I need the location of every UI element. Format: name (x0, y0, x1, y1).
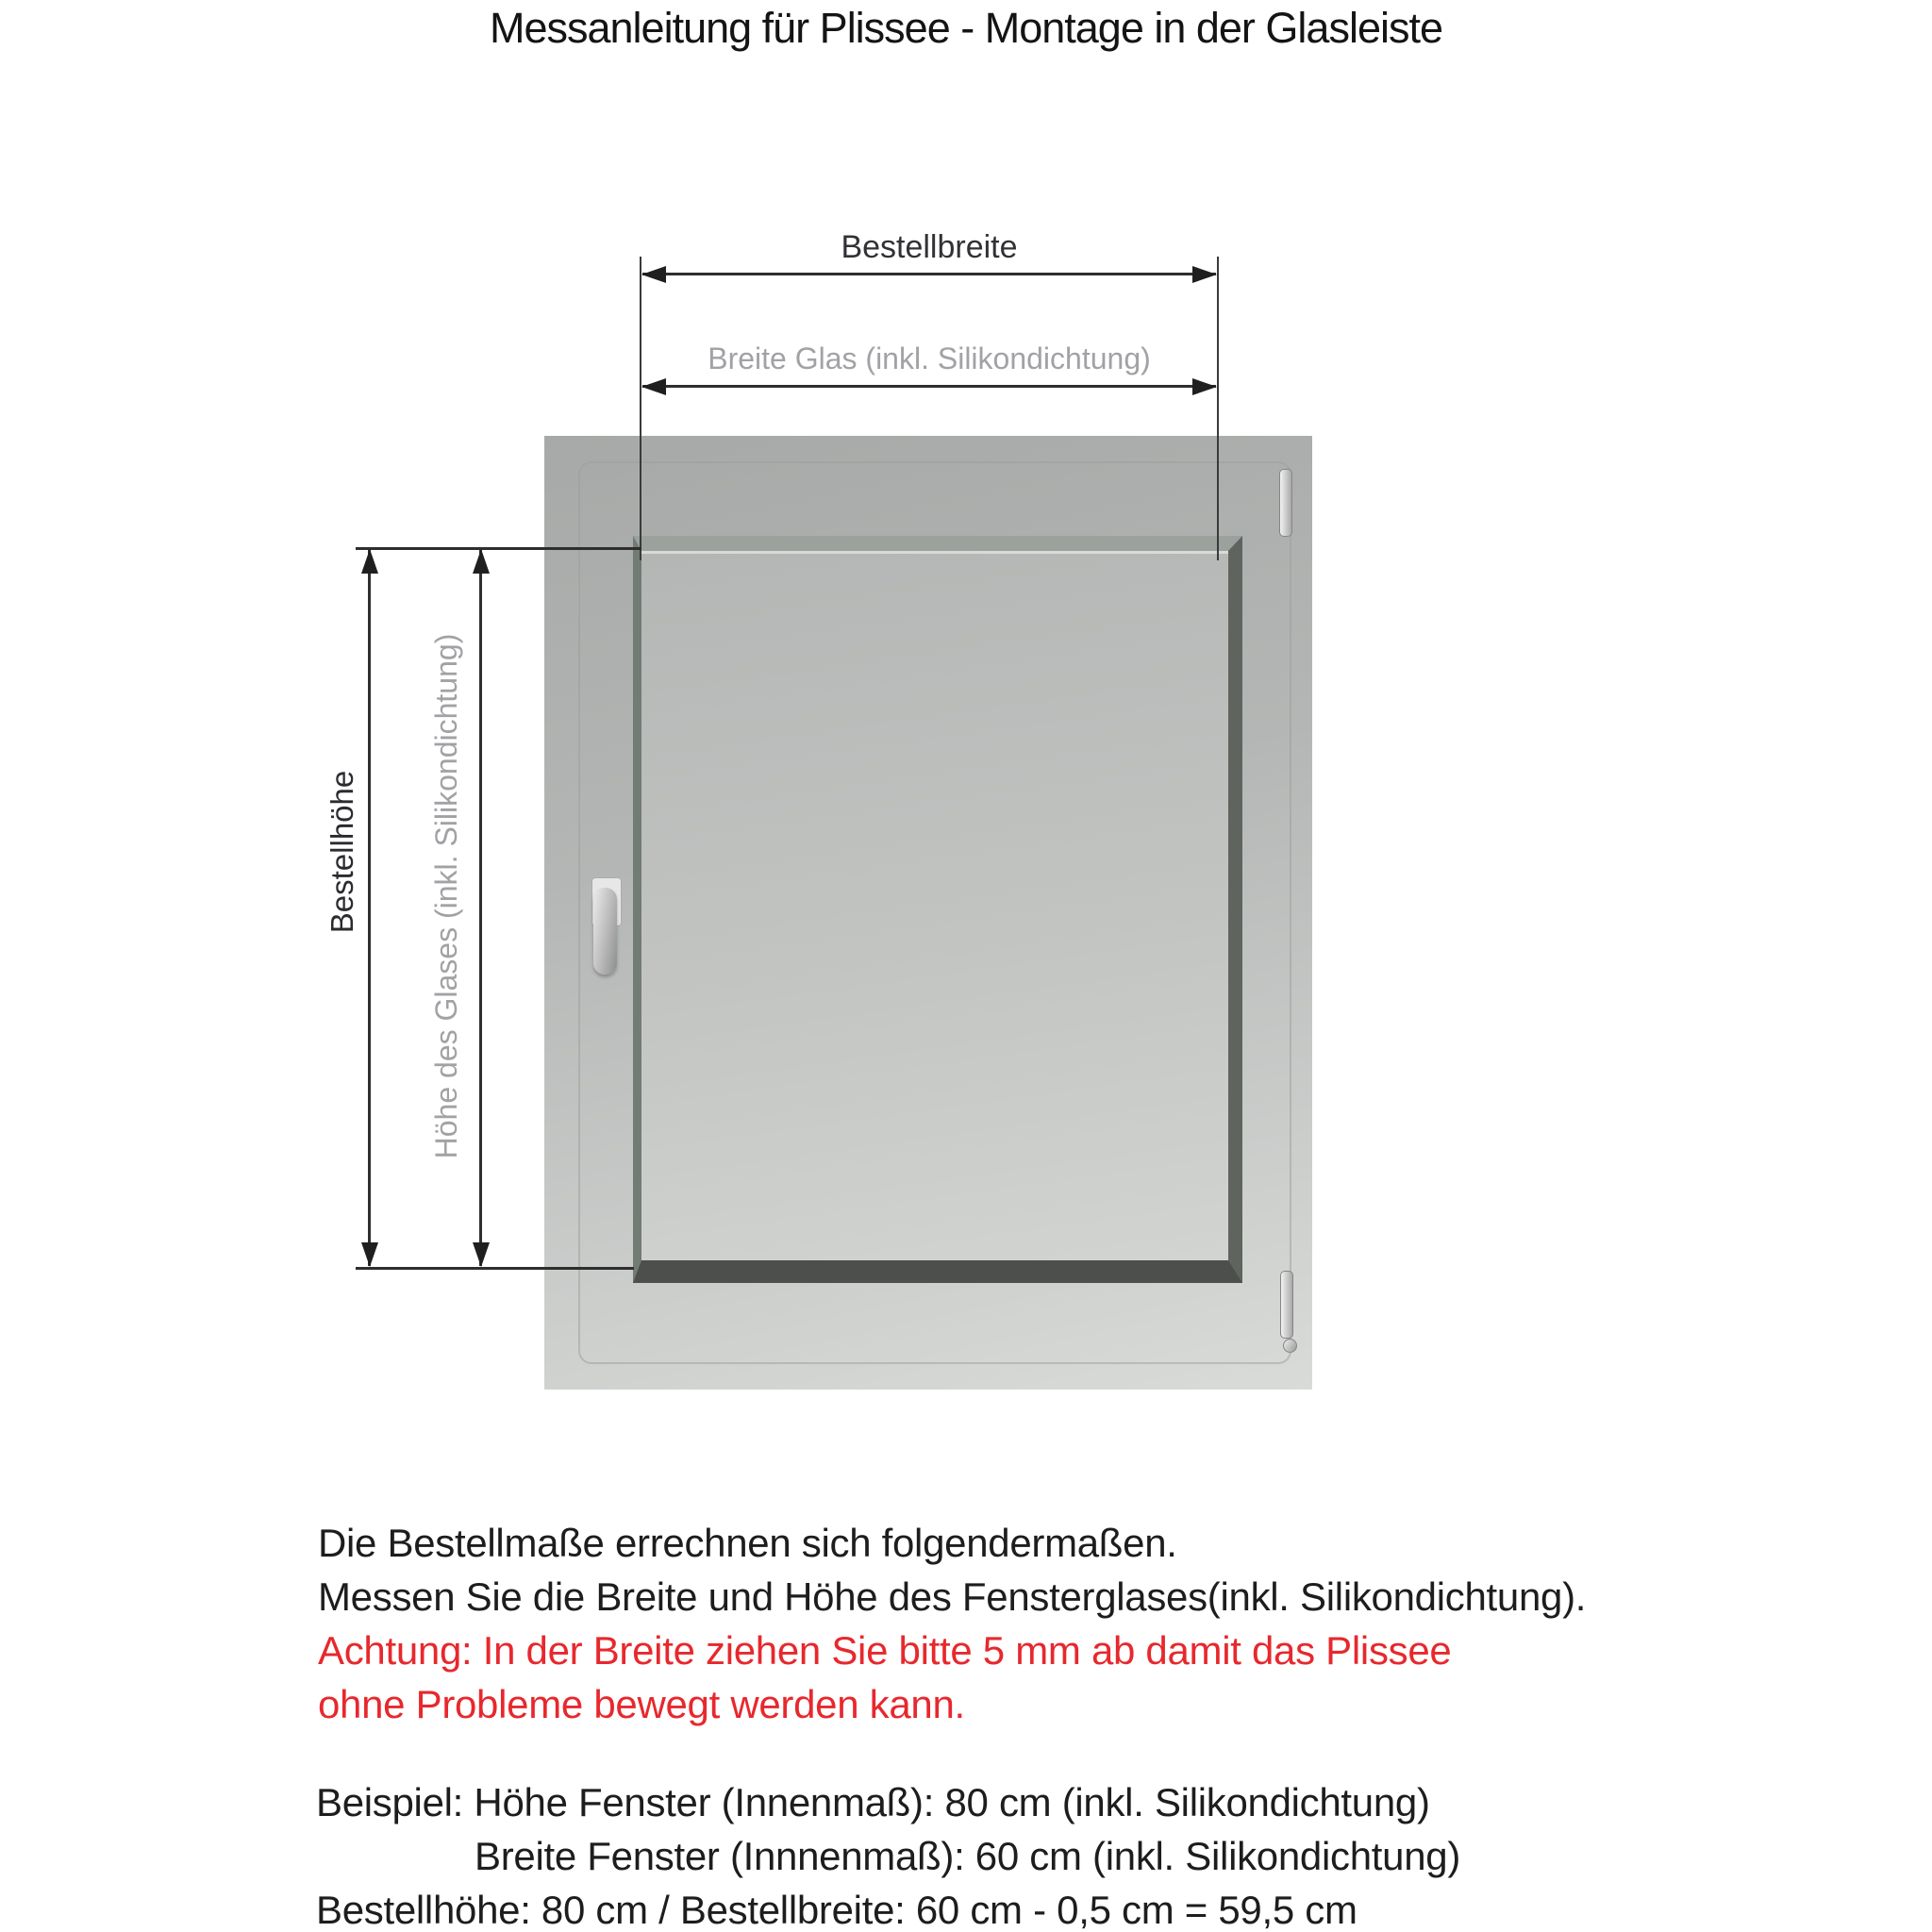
warning-line-2: ohne Probleme bewegt werden kann. (318, 1682, 965, 1726)
example-block (316, 1775, 1460, 1932)
window-glass-pane (633, 536, 1242, 1283)
example-line-3: Bestellhöhe: 80 cm / Bestellbreite: 60 cm - 0,5 cm = 59,5 cm (316, 1888, 1357, 1932)
instructions-line-1: Die Bestellmaße errechnen sich folgendermaßen. (318, 1521, 1177, 1565)
width-extension-line-left (640, 257, 641, 560)
bestellhoehe-dimension-arrow (368, 550, 371, 1266)
width-extension-line-right (1217, 257, 1219, 560)
bestellbreite-dimension-arrow (642, 273, 1216, 275)
instructions-line-2: Messen Sie die Breite und Höhe des Fensterglases(inkl. Silikondichtung). (318, 1574, 1587, 1619)
example-line-1: Beispiel: Höhe Fenster (Innenmaß): 80 cm (inkl. Silikondichtung) (316, 1780, 1430, 1824)
window-hinge-bottom (1280, 1271, 1293, 1339)
window-handle (593, 888, 617, 974)
page-title: Messanleitung für Plissee - Montage in der Glasleiste (489, 4, 1442, 52)
breite-glas-label: Breite Glas (inkl. Silikondichtung) (708, 341, 1151, 375)
breite-glas-dimension-arrow (642, 385, 1216, 388)
hoehe-glas-label: Höhe des Glases (inkl. Silikondichtung) (429, 633, 463, 1159)
window-hinge-top (1279, 469, 1292, 537)
height-extension-line-top (356, 547, 641, 550)
bestellhoehe-label: Bestellhöhe (325, 770, 359, 934)
window-hinge-pin (1283, 1339, 1297, 1353)
bestellbreite-label: Bestellbreite (841, 229, 1018, 265)
height-extension-line-bottom (356, 1267, 634, 1270)
instructions-block (318, 1516, 1586, 1731)
hoehe-glas-dimension-arrow (479, 550, 482, 1266)
warning-line-1: Achtung: In der Breite ziehen Sie bitte 5 mm ab damit das Plissee (318, 1628, 1452, 1673)
example-line-2: Breite Fenster (Innnenmaß): 60 cm (inkl. Silikondichtung) (475, 1834, 1461, 1878)
